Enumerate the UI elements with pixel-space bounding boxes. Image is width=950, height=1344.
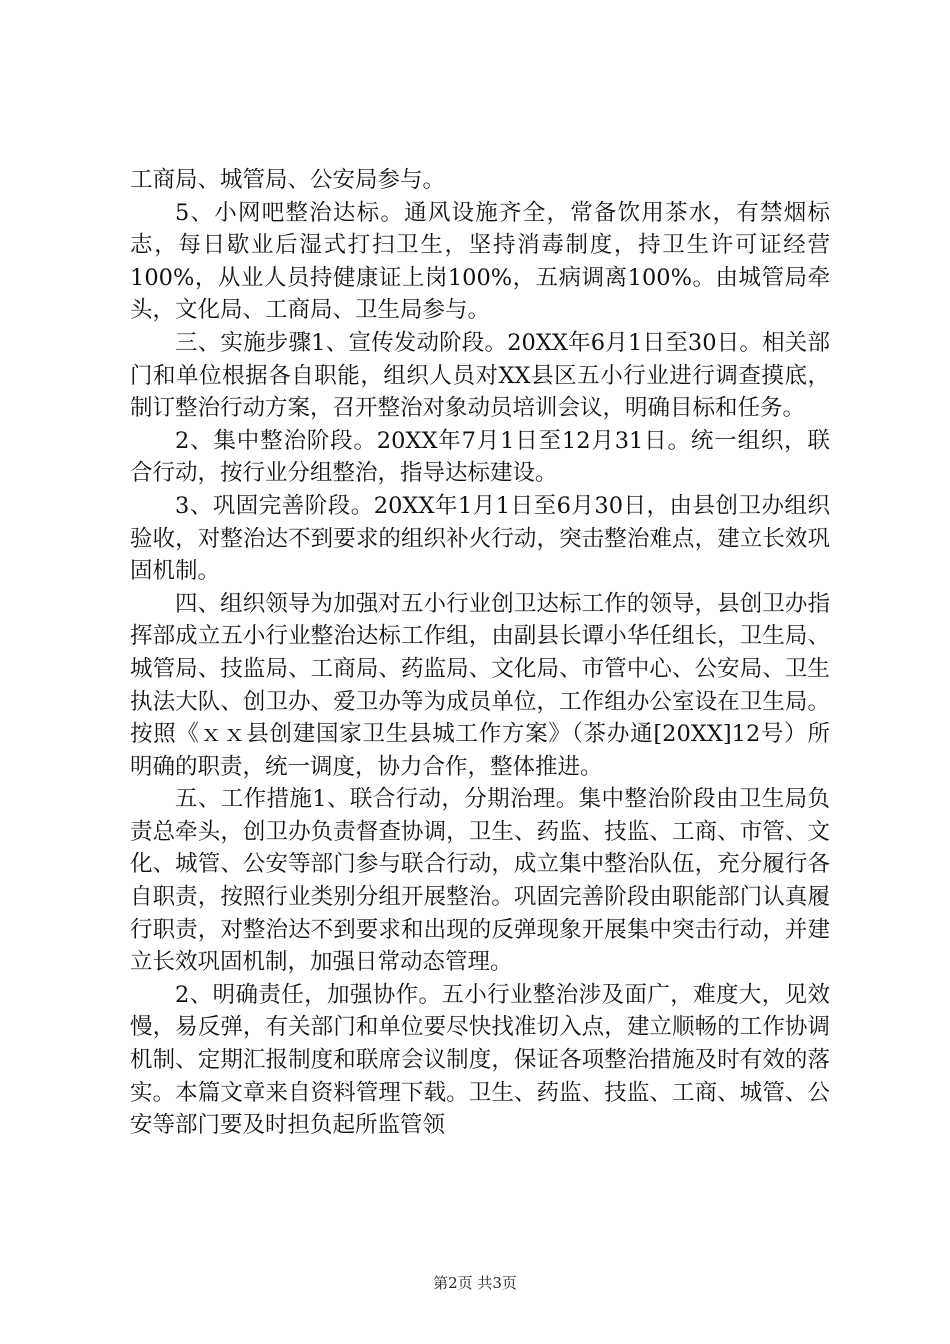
paragraph-3: 三、实施步骤1、宣传发动阶段。20XX年6月1日至30日。相关部门和单位根据各自职能，组织人员对XX县区五小行业进行调查摸底，制订整治行动方案，召开整治对象动员培训会议，明确目标和任务。 xyxy=(130,329,830,422)
paragraph-4: 2、集中整治阶段。20XX年7月1日至12月31日。统一组织，联合行动，按行业分组整治，指导达标建设。 xyxy=(130,427,830,487)
paragraph-2: 5、小网吧整治达标。通风设施齐全，常备饮用茶水，有禁烟标志，每日歇业后湿式打扫卫生，坚持消毒制度，持卫生许可证经营100%，从业人员持健康证上岗100%，五病调离100%。由城管局牵头，文化局、工商局、卫生局参与。 xyxy=(130,199,830,324)
paragraph-6: 四、组织领导为加强对五小行业创卫达标工作的领导，县创卫办指挥部成立五小行业整治达标工作组，由副县长谭小华任组长，卫生局、城管局、技监局、工商局、药监局、文化局、市管中心、公安局、卫生执法大队、创卫办、爱卫办等为成员单位，工作组办公室设在卫生局。按照《ｘｘ县创建国家卫生县城工作方案》（茶办通[20XX]12号）所明确的职责，统一调度，协力合作，整体推进。 xyxy=(130,590,830,780)
paragraph-7: 五、工作措施1、联合行动，分期治理。集中整治阶段由卫生局负责总牵头，创卫办负责督查协调，卫生、药监、技监、工商、市管、文化、城管、公安等部门参与联合行动，成立集中整治队伍，充分履行各自职责，按照行业类别分组开展整治。巩固完善阶段由职能部门认真履行职责，对整治达不到要求和出现的反弹现象开展集中突击行动，并建立长效巩固机制，加强日常动态管理。 xyxy=(130,786,830,976)
paragraph-5: 3、巩固完善阶段。20XX年1月1日至6月30日，由县创卫办组织验收，对整治达不到要求的组织补火行动，突击整治难点，建立长效巩固机制。 xyxy=(130,492,830,585)
paragraph-1: 工商局、城管局、公安局参与。 xyxy=(130,167,446,193)
page-footer: 第2页 共3页 xyxy=(433,1274,517,1292)
paragraph-8: 2、明确责任，加强协作。五小行业整治涉及面广，难度大，见效慢，易反弹，有关部门和单位要尽快找准切入点，建立顺畅的工作协调机制、定期汇报制度和联席会议制度，保证各项整治措施及时有效的落实。本篇文章来自资料管理下载。卫生、药监、技监、工商、城管、公安等部门要及时担负起所监管领 xyxy=(130,981,830,1139)
document-body xyxy=(130,164,830,1142)
